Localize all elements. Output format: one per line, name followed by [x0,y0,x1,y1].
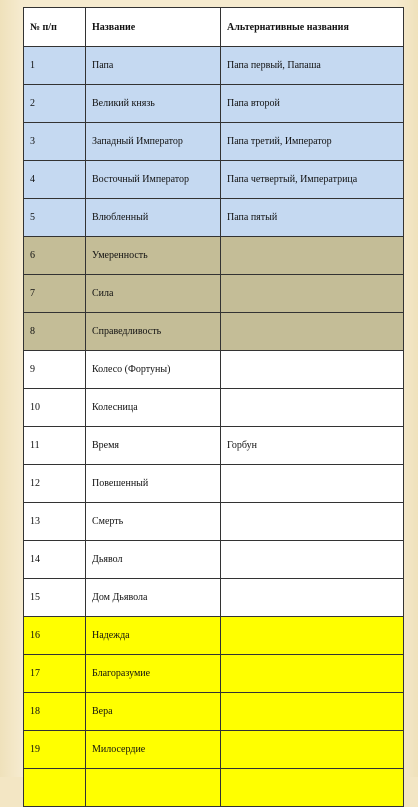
cell-number: 12 [24,465,86,503]
cell-name: Папа [86,47,221,85]
table-row [24,541,404,579]
cell-number: 17 [24,655,86,693]
cell-number: 9 [24,351,86,389]
table-row [24,351,404,389]
cell-name: Дьявол [86,541,221,579]
cell-number: 7 [24,275,86,313]
table-row [24,199,404,237]
table-header-row [24,8,404,47]
cell-name: Колесница [86,389,221,427]
cell-name: Благоразумие [86,655,221,693]
cell-name: Надежда [86,617,221,655]
cell-alternative-names [221,465,404,503]
cell-name: Влюбленный [86,199,221,237]
column-header-name: Название [86,8,221,47]
cell-alternative-names: Папа первый, Папаша [221,47,404,85]
cell-name: Справедливость [86,313,221,351]
table-body [24,47,404,807]
cell-number: 10 [24,389,86,427]
cell-number: 18 [24,693,86,731]
cell-number: 15 [24,579,86,617]
cell-name: Повешенный [86,465,221,503]
table-row [24,275,404,313]
table-row [24,617,404,655]
cell-alternative-names [221,275,404,313]
cards-table [23,7,404,807]
table-row [24,389,404,427]
cell-number: 4 [24,161,86,199]
table-row [24,123,404,161]
cell-name: Вера [86,693,221,731]
table-row [24,427,404,465]
cell-alternative-names [221,541,404,579]
table-row [24,579,404,617]
table-row [24,655,404,693]
table-row [24,161,404,199]
column-header-number: № п/п [24,8,86,47]
column-header-alternative-names: Альтернативные названия [221,8,404,47]
cell-alternative-names [221,617,404,655]
table-row [24,237,404,275]
cell-name: Умеренность [86,237,221,275]
cell-name: Западный Император [86,123,221,161]
cell-alternative-names [221,731,404,769]
cell-alternative-names [221,655,404,693]
cell-name: Восточный Император [86,161,221,199]
table-row [24,465,404,503]
cell-name: Великий князь [86,85,221,123]
cell-number: 6 [24,237,86,275]
cell-number: 3 [24,123,86,161]
table-row [24,769,404,807]
cell-alternative-names: Горбун [221,427,404,465]
cell-alternative-names: Папа второй [221,85,404,123]
cell-name: Дом Дьявола [86,579,221,617]
cell-alternative-names [221,693,404,731]
cell-number: 11 [24,427,86,465]
cell-name: Милосердие [86,731,221,769]
cell-name: Смерть [86,503,221,541]
table-row [24,693,404,731]
table-row [24,47,404,85]
cell-alternative-names [221,389,404,427]
cell-name [86,769,221,807]
cell-alternative-names: Папа третий, Император [221,123,404,161]
cell-number: 13 [24,503,86,541]
cell-name: Сила [86,275,221,313]
cell-name: Время [86,427,221,465]
cell-alternative-names [221,313,404,351]
cell-alternative-names: Папа пятый [221,199,404,237]
cell-number: 16 [24,617,86,655]
cell-alternative-names [221,351,404,389]
cell-number: 14 [24,541,86,579]
cell-alternative-names [221,579,404,617]
cell-number: 5 [24,199,86,237]
cell-alternative-names: Папа четвертый, Императрица [221,161,404,199]
cell-number [24,769,86,807]
cell-alternative-names [221,769,404,807]
cell-number: 19 [24,731,86,769]
cell-alternative-names [221,503,404,541]
table-row [24,85,404,123]
cell-number: 1 [24,47,86,85]
table-row [24,313,404,351]
table-row [24,731,404,769]
cell-number: 2 [24,85,86,123]
cell-name: Колесо (Фортуны) [86,351,221,389]
cell-alternative-names [221,237,404,275]
table-row [24,503,404,541]
cell-number: 8 [24,313,86,351]
